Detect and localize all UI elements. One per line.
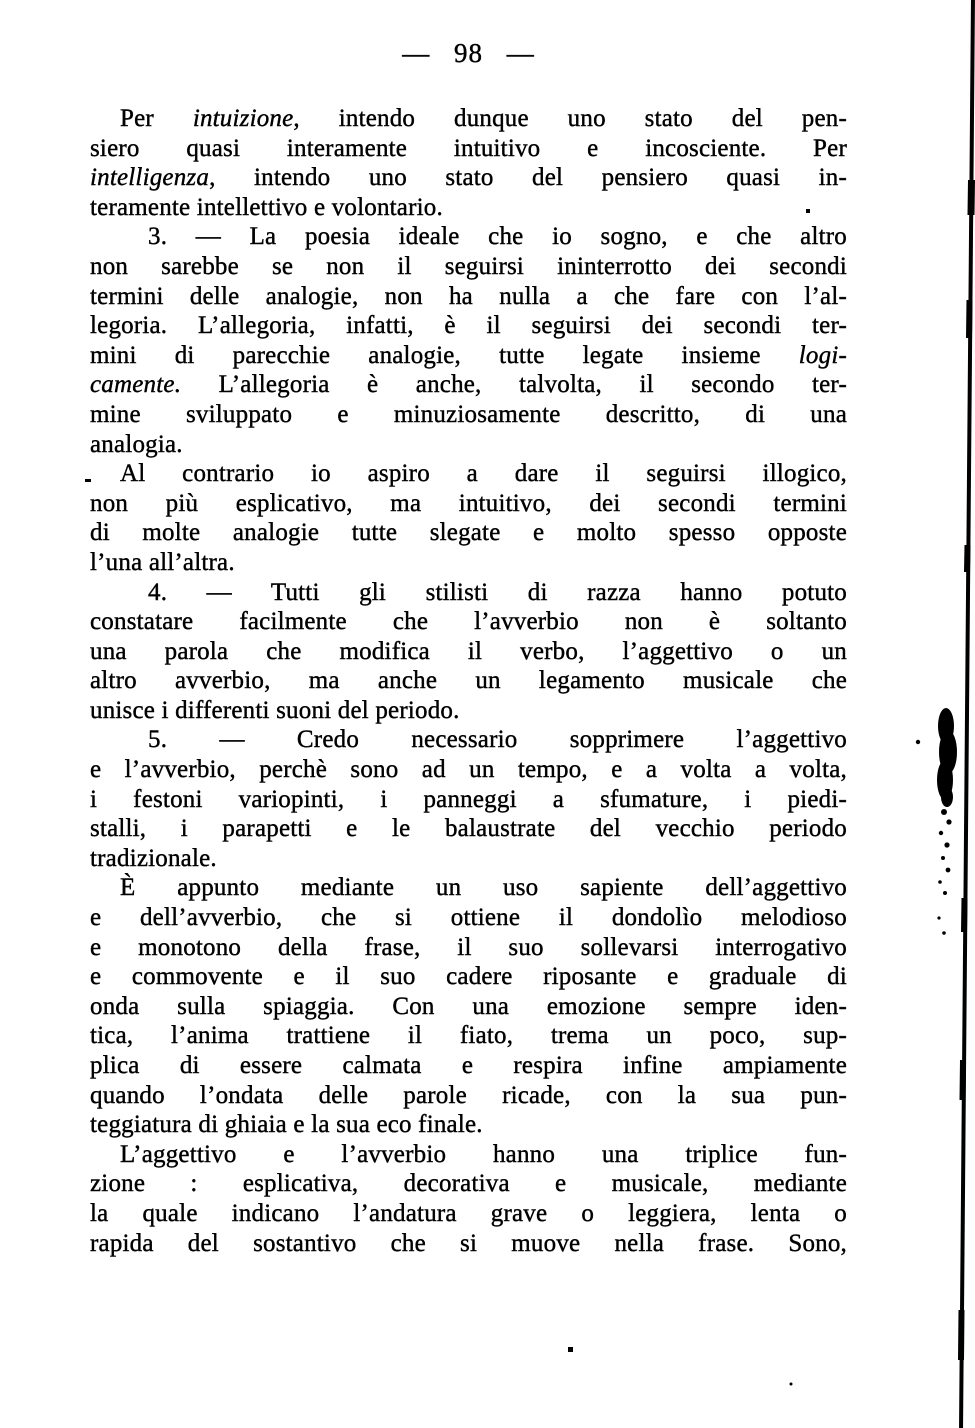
text-line — [90, 400, 847, 430]
body-text: tradizionale. — [90, 844, 217, 872]
text-line — [90, 459, 847, 489]
body-text: Al contrario io aspiro a dare il seguirsi illogico, — [120, 460, 847, 488]
body-text: mini di parecchie analogie, tutte legate insieme — [90, 341, 799, 369]
body-text: mine sviluppato e minuziosamente descritto, di una — [90, 400, 847, 428]
text-line — [90, 430, 847, 460]
text-line — [90, 518, 847, 548]
body-text: , intendo dunque uno stato del pen- — [293, 105, 847, 132]
text-line — [90, 1229, 847, 1259]
text-line — [90, 1051, 847, 1081]
body-text: È appunto mediante un uso sapiente dell’aggettivo — [120, 874, 847, 902]
body-text: termini delle analogie, non ha nulla a che fare con l’al- — [90, 282, 847, 310]
text-line — [90, 696, 847, 726]
body-text: plica di essere calmata e respira infine ampiamente — [90, 1052, 847, 1079]
text-line — [90, 104, 847, 134]
body-text: zione : esplicativa, decorativa e musicale, mediante — [90, 1170, 847, 1198]
italic-text: intuizione — [192, 105, 294, 132]
text-line — [90, 548, 847, 578]
text-line — [90, 163, 847, 193]
text-line — [90, 134, 847, 164]
body-text: e dell’avverbio, che si ottiene il dondolìo melodioso — [90, 904, 847, 932]
text-line — [90, 725, 847, 755]
body-text: Per — [120, 105, 193, 132]
text-line — [90, 607, 847, 637]
text-line — [90, 1110, 847, 1140]
text-line — [90, 903, 847, 933]
body-text: constatare facilmente che l’avverbio non è soltanto — [90, 608, 847, 636]
body-text: onda sulla spiaggia. Con una emozione sempre iden- — [90, 992, 847, 1020]
body-text: L’allegoria è anche, talvolta, il secondo ter- — [181, 371, 847, 399]
text-line — [90, 785, 847, 815]
text-line — [90, 222, 847, 252]
body-text: stalli, i parapetti e le balaustrate del vecchio periodo — [90, 815, 847, 843]
body-text: legoria. L’allegoria, infatti, è il seguirsi dei secondi ter- — [90, 312, 847, 340]
text-line — [90, 252, 847, 282]
text-line — [90, 1199, 847, 1229]
body-text: teggiatura di ghiaia e la sua eco finale. — [90, 1111, 483, 1139]
page-edge-line — [961, 0, 973, 1428]
text-line — [90, 1021, 847, 1051]
italic-text: camente. — [90, 371, 182, 399]
text-line — [90, 933, 847, 963]
body-text: tica, l’anima trattiene il fiato, trema un poco, sup- — [90, 1022, 847, 1050]
text-line — [90, 1140, 847, 1170]
page-number: — 98 — — [402, 38, 535, 68]
body-text: L’aggettivo e l’avverbio hanno una triplice fun- — [120, 1140, 847, 1168]
text-line — [90, 1169, 847, 1199]
body-text: 4. — Tutti gli stilisti di razza hanno potuto — [148, 578, 847, 606]
body-text: non più esplicativo, ma intuitivo, dei secondi termini — [90, 489, 847, 517]
text-line — [90, 637, 847, 667]
body-text: teramente intellettivo e volontario. — [90, 193, 443, 221]
text-line — [90, 814, 847, 844]
body-text: analogia. — [90, 430, 183, 458]
body-text: 3. — La poesia ideale che io sogno, e che altro — [148, 223, 847, 251]
body-text: e l’avverbio, perchè sono ad un tempo, e a volta a volta, — [90, 756, 847, 784]
text-line — [90, 666, 847, 696]
body-text: non sarebbe se non il seguirsi ininterrotto dei secondi — [90, 252, 847, 280]
body-text: i festoni variopinti, i panneggi a sfumature, i piedi- — [90, 785, 847, 813]
text-line — [90, 844, 847, 874]
text-line — [90, 489, 847, 519]
text-line — [90, 1081, 847, 1111]
text-line — [90, 370, 847, 400]
text-line — [90, 282, 847, 312]
body-text: siero quasi interamente intuitivo e incosciente. Per — [90, 134, 847, 162]
body-text: rapida del sostantivo che si muove nella frase. Sono, — [90, 1229, 847, 1257]
body-text: , intendo uno stato del pensiero quasi in- — [209, 164, 847, 192]
text-line — [90, 341, 847, 371]
body-text: una parola che modifica il verbo, l’aggettivo o un — [90, 637, 847, 665]
text-line — [90, 578, 847, 608]
text-line — [90, 755, 847, 785]
body-text: unisce i differenti suoni del periodo. — [90, 696, 460, 724]
body-text: altro avverbio, ma anche un legamento musicale che — [90, 667, 847, 695]
text-line — [90, 193, 847, 223]
body-text: e monotono della frase, il suo sollevarsi interrogativo — [90, 933, 847, 961]
body-text: 5. — Credo necessario sopprimere l’aggettivo — [148, 726, 847, 754]
body-text: quando l’ondata delle parole ricade, con la sua pun- — [90, 1081, 847, 1109]
body-text: e commovente e il suo cadere riposante e graduale di — [90, 963, 847, 991]
italic-text: logi- — [798, 341, 847, 369]
body-text: di molte analogie tutte slegate e molto spesso opposte — [90, 519, 847, 547]
body-text: la quale indicano l’andatura grave o leggiera, lenta o — [90, 1199, 847, 1227]
text-line — [90, 311, 847, 341]
text-line — [90, 873, 847, 903]
text-line — [90, 962, 847, 992]
text-line — [90, 992, 847, 1022]
text-block — [90, 104, 847, 1258]
italic-text: intelligenza — [90, 164, 210, 192]
ink-smudge — [916, 708, 957, 935]
body-text: l’una all’altra. — [90, 548, 235, 576]
